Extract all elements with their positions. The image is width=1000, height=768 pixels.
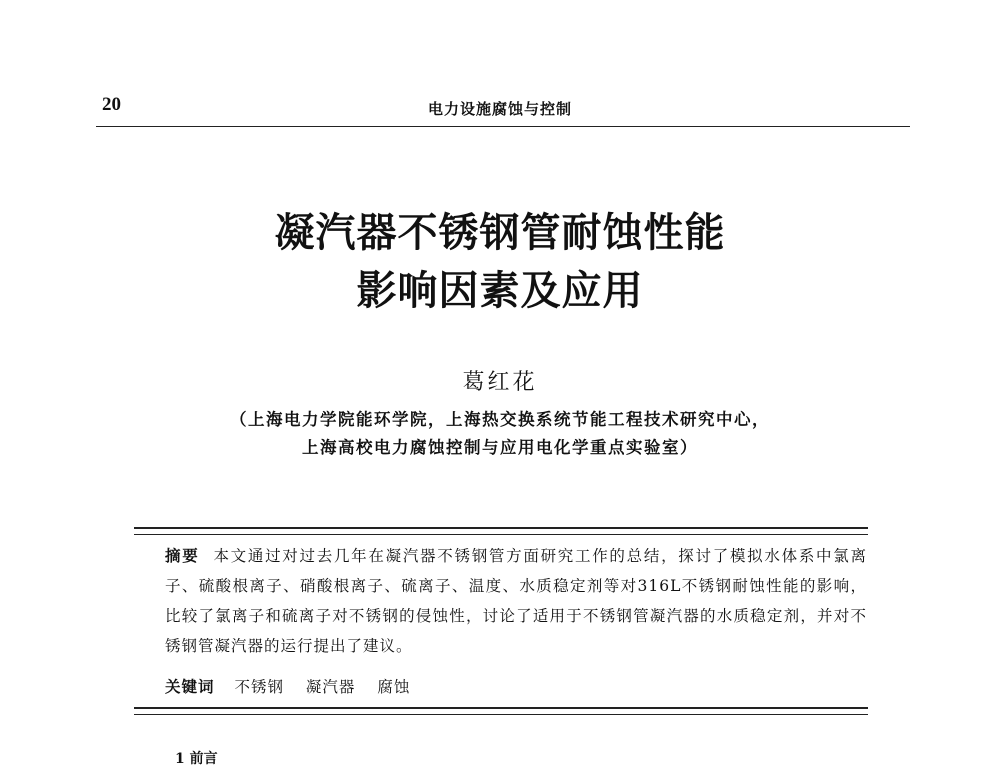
abstract-text: 本文通过对过去几年在凝汽器不锈钢管方面研究工作的总结，探讨了模拟水体系中氯离子、硫酸根离子、硝酸根离子、硫离子、温度、水质稳定剂等对316L不锈钢耐蚀性能的影响，比较了氯离子和硫离子对不锈钢的侵蚀性，讨论了适用于不锈钢管凝汽器的水质稳定剂，并对不锈钢管凝汽器的运行提出了建议。 [165,547,867,655]
abstract-label: 摘要 [165,547,200,565]
keyword-item: 凝汽器 [305,678,356,696]
affiliation-line-2: 上海高校电力腐蚀控制与应用电化学重点实验室） [302,438,698,457]
title-line-1: 凝汽器不锈钢管耐蚀性能 [274,209,726,256]
abstract-bottom-rule [134,707,868,715]
page-number: 20 [102,94,121,115]
keyword-item: 腐蚀 [377,678,411,696]
author-name: 葛红花 [462,370,538,395]
abstract-paragraph [135,541,867,661]
affiliation-line-1: （上海电力学院能环学院，上海热交换系统节能工程技术研究中心， [230,410,770,429]
keywords-line [165,675,426,697]
author-affiliation [0,406,1000,462]
keyword-item: 不锈钢 [234,678,284,696]
abstract-block [135,541,867,661]
header-rule [96,126,910,127]
abstract-top-rule [134,527,868,535]
title-line-2: 影响因素及应用 [356,267,644,314]
journal-running-head: 电力设施腐蚀与控制 [427,100,572,118]
keywords-label: 关键词 [165,678,215,696]
article-title [0,204,1000,320]
next-section-heading: 1 前言 [175,751,218,767]
